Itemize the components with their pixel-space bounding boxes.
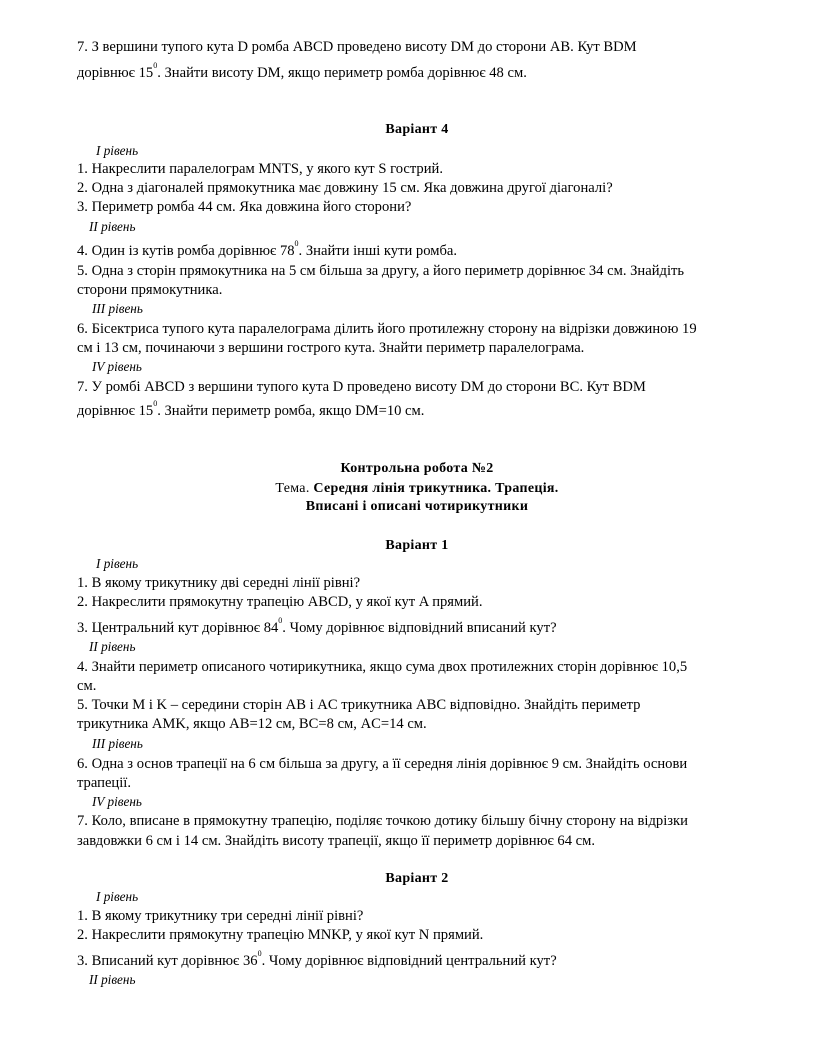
v4-problem-5-line-1: 5. Одна з сторін прямокутника на 5 см більша за другу, а його периметр дорівнює 34 см. Знайдіть [77,263,685,279]
v1-problem-2: 2. Накреслити прямокутну трапецію ABCD, у якої кут A прямий. [77,594,483,610]
v1-problem-6-line-2: трапеції. [77,775,131,791]
v4-problem-1: 1. Накреслити паралелограм MNTS, у якого кут S гострий. [77,161,443,177]
v4-problem-4: 4. Один із кутів ромба дорівнює $78^0$. Знайти інші кути ромба. [77,239,458,259]
degree-mark: 0 [153,61,158,70]
problem-7-line-2: дорівнює $15^0$. Знайти висоту DM, якщо периметр ромба дорівнює 48 см. [77,61,527,81]
v4-problem-6-line-2: см і 13 см, починаючи з вершини гострого кута. Знайти периметр паралелограма. [77,340,585,356]
v4-problem-7-line-2: дорівнює $15^0$. Знайти периметр ромба, якщо DM=10 см. [77,399,425,419]
level-2-label: ІІ рівень [89,972,136,987]
variant-4-title: Варіант 4 [385,122,449,137]
v1-problem-4-line-2: см. [77,678,97,694]
v4-problem-7-line-1: 7. У ромбі ABCD з вершини тупого кута D проведено висоту DM до сторони BC. Кут BDM [77,379,646,395]
level-4-label: ІV рівень [92,359,142,374]
v2-problem-1: 1. В якому трикутнику три середні лінії рівні? [77,908,364,924]
v1-problem-5-line-2: трикутника AMK, якщо AB=12 см, BC=8 см, AC=14 см. [77,716,427,732]
v4-problem-6-line-1: 6. Бісектриса тупого кута паралелограма ділить його протилежну сторону на відрізки довжиною 19 [77,321,697,337]
v4-problem-2: 2. Одна з діагоналей прямокутника має довжину 15 см. Яка довжина другої діагоналі? [77,180,613,196]
control-work-title: Контрольна робота №2 [340,461,494,476]
level-1-label: І рівень [96,143,139,158]
v2-problem-2: 2. Накреслити прямокутну трапецію MNKP, у якої кут N прямий. [77,927,484,943]
v4-problem-3: 3. Периметр ромба 44 см. Яка довжина його сторони? [77,199,412,215]
level-2-label: ІІ рівень [89,639,136,654]
level-4-label: ІV рівень [92,794,142,809]
v2-problem-3: 3. Вписаний кут дорівнює $36^0$. Чому дорівнює відповідний центральний кут? [77,949,557,969]
v1-problem-3: 3. Центральний кут дорівнює $84^0$. Чому дорівнює відповідний вписаний кут? [77,616,557,636]
level-1-label: І рівень [96,889,139,904]
level-3-label: ІІІ рівень [92,301,143,316]
level-3-label: ІІІ рівень [92,736,143,751]
variant-2-title: Варіант 2 [385,871,449,886]
v1-problem-7-line-2: завдовжки 6 см і 14 см. Знайдіть висоту трапеції, якщо її периметр дорівнює 64 см. [77,833,596,849]
problem-7-line-1: 7. З вершини тупого кута D ромба ABCD проведено висоту DM до сторони AB. Кут BDM [77,39,637,55]
variant-1-title: Варіант 1 [385,538,449,553]
v1-problem-6-line-1: 6. Одна з основ трапеції на 6 см більша за другу, а її середня лінія дорівнює 9 см. Знайдіть основи [77,756,688,772]
v1-problem-1: 1. В якому трикутнику дві середні лінії рівні? [77,575,361,591]
v1-problem-5-line-1: 5. Точки M і K – середини сторін AB і AC трикутника ABC відповідно. Знайдіть периметр [77,697,641,713]
level-1-label: І рівень [96,556,139,571]
control-work-topic-line-2: Вписані і описані чотирикутники [305,499,529,514]
v4-problem-5-line-2: сторони прямокутника. [77,282,223,298]
level-2-label: ІІ рівень [89,219,136,234]
control-work-topic: Тема. Середня лінія трикутника. Трапеція. [275,481,559,496]
v1-problem-7-line-1: 7. Коло, вписане в прямокутну трапецію, поділяє точкою дотику більшу бічну сторону на відрізки [77,813,688,829]
v1-problem-4-line-1: 4. Знайти периметр описаного чотирикутника, якщо сума двох протилежних сторін дорівнює 10,5 [77,659,688,675]
